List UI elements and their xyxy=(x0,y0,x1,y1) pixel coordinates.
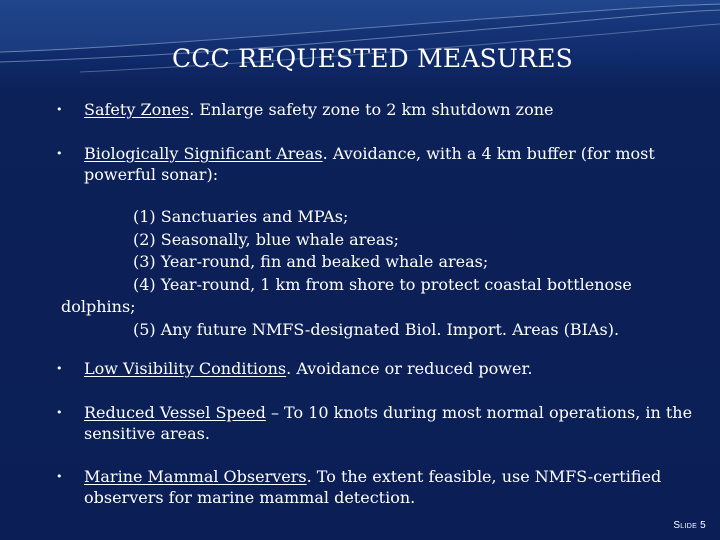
bullet-text xyxy=(84,358,696,379)
bullet-text xyxy=(84,143,696,185)
bullet-marker: • xyxy=(56,470,63,483)
areas-list-item: (2) Seasonally, blue whale areas; xyxy=(133,229,399,249)
slide-title: CCC REQUESTED MEASURES xyxy=(172,44,573,73)
bullet-separator: . xyxy=(286,359,292,378)
bullet-biologically-significant-areas xyxy=(56,143,696,185)
bullet-marker: • xyxy=(56,362,63,375)
bullet-term: Biologically Significant Areas xyxy=(84,144,323,163)
bullet-separator: – xyxy=(265,403,279,422)
bullet-text xyxy=(84,402,696,444)
areas-list-item: (1) Sanctuaries and MPAs; xyxy=(133,207,349,226)
bullet-body: Enlarge safety zone to 2 km shutdown zone xyxy=(194,100,554,119)
areas-list-item: (3) Year-round, fin and beaked whale areas; xyxy=(133,252,489,271)
bullet-body: To the extent feasible, use NMFS-certified observers for marine mammal detection. xyxy=(84,467,662,507)
areas-list-item: dolphins; xyxy=(61,297,136,316)
bullet-safety-zones xyxy=(56,99,696,120)
bullet-body: Avoidance or reduced power. xyxy=(291,359,533,378)
slide-number: Slide 5 xyxy=(673,520,706,531)
areas-list-item: (5) Any future NMFS-designated Biol. Import. Areas (BIAs). xyxy=(133,319,620,339)
areas-list xyxy=(61,206,681,341)
bullet-term: Low Visibility Conditions xyxy=(84,359,287,378)
areas-list-item: (4) Year-round, 1 km from shore to protect coastal bottlenose xyxy=(133,274,632,294)
bullet-term: Safety Zones xyxy=(84,100,190,119)
bullet-low-visibility-conditions xyxy=(56,358,696,379)
bullet-text xyxy=(84,466,696,508)
bullet-separator: . xyxy=(322,144,328,163)
bullet-marker: • xyxy=(56,147,63,160)
bullet-text xyxy=(84,99,696,120)
bullet-term: Reduced Vessel Speed xyxy=(84,403,266,422)
bullet-marker: • xyxy=(56,103,63,116)
bullet-separator: . xyxy=(306,467,312,486)
bullet-term: Marine Mammal Observers xyxy=(84,467,307,486)
bullet-body: To 10 knots during most normal operations, in the sensitive areas. xyxy=(84,403,693,443)
bullet-reduced-vessel-speed xyxy=(56,402,696,444)
bullet-marine-mammal-observers xyxy=(56,466,696,508)
bullet-marker: • xyxy=(56,406,63,419)
bullet-body: Avoidance, with a 4 km buffer (for most powerful sonar): xyxy=(84,144,655,184)
bullet-separator: . xyxy=(189,100,195,119)
